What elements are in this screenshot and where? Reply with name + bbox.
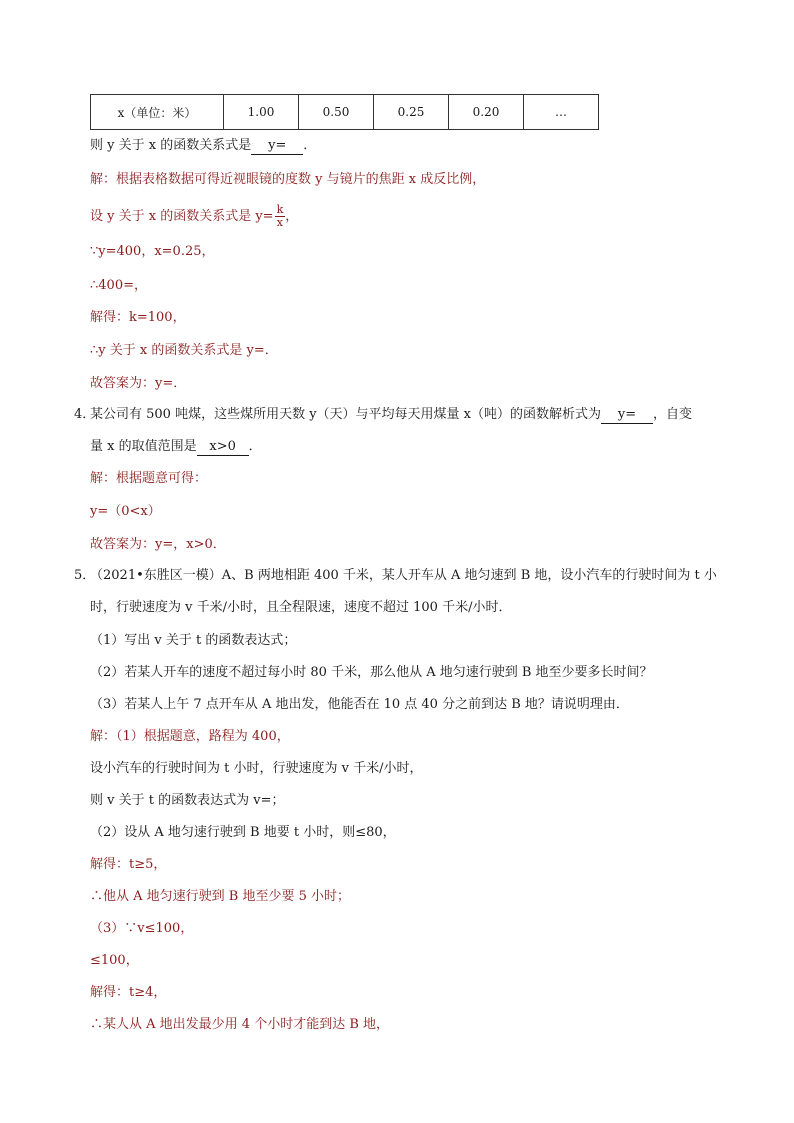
q3-solution-line (90, 204, 298, 229)
question-number: 4． (74, 407, 96, 422)
q3-answer-blank: y= (251, 138, 303, 155)
q5-subquestion: （3）若某人上午 7 点开车从 A 地出发，他能否在 10 点 40 分之前到达 B 地？请说明理由． (90, 697, 629, 712)
q3-solution-line: ∴400=， (90, 278, 147, 293)
q5-solution-line: 设小汽车的行驶时间为 t 小时，行驶速度为 v 千米/小时， (90, 761, 423, 776)
q5-solution-line: （3）∵v≤100， (90, 921, 194, 936)
fraction-numerator: k (276, 203, 284, 216)
fraction-denominator: x (276, 216, 284, 229)
question-number: 5． (74, 568, 96, 583)
table-row (91, 95, 599, 130)
q4-line (90, 405, 692, 425)
q5-subquestion: （1）写出 v 关于 t 的函数表达式； (90, 633, 297, 648)
q5-solution-line: 解：（1）根据题意，路程为 400， (90, 729, 290, 744)
q3-solution-line: 解：根据表格数据可得近视眼镜的度数 y 与镜片的焦距 x 成反比例， (90, 172, 486, 187)
q3-prompt-text: 则 y 关于 x 的函数关系式是 (90, 138, 252, 153)
q3-prompt-end: ． (303, 138, 317, 153)
q5-line: 时，行驶速度为 v 千米/小时，且全程限速，速度不超过 100 千米/小时． (90, 600, 512, 615)
q4-text: 某公司有 500 吨煤，这些煤所用天数 y（天）与平均每天用煤量 x（吨）的函数解析式为 (90, 407, 602, 422)
q4-solution-line: 故答案为：y=，x>0． (90, 537, 226, 552)
q5-solution-line: 则 v 关于 t 的函数表达式为 v=； (90, 793, 285, 808)
q4-text: ，自变 (653, 407, 693, 422)
q3-solution-line: 故答案为：y=． (90, 376, 187, 391)
q3-solution-text: ， (285, 209, 299, 224)
table-cell: … (524, 95, 599, 130)
q5-solution-line: 解得：t≥5， (90, 857, 167, 872)
q3-solution-line: ∵y=400，x=0.25， (90, 244, 215, 259)
q4-text: 量 x 的取值范围是 (90, 439, 197, 454)
q3-solution-text: 设 y 关于 x 的函数关系式是 y= (90, 209, 274, 224)
q4-solution-line: 解：根据题意可得： (90, 471, 208, 486)
q5-subquestion: （2）若某人开车的速度不超过每小时 80 千米，那么他从 A 地匀速行驶到 B 地至少要多长时间？ (90, 665, 653, 680)
q3-solution-line: 解得：k=100， (90, 310, 186, 325)
q4-text: ． (248, 439, 262, 454)
table-cell: 1.00 (224, 95, 299, 130)
q3-solution-line: ∴y 关于 x 的函数关系式是 y=． (90, 343, 278, 358)
table-cell: 0.25 (374, 95, 449, 130)
q5-solution-line: ∴某人从 A 地出发最少用 4 个小时才能到达 B 地， (90, 1017, 390, 1032)
q4-answer-blank: y= (601, 407, 653, 424)
q4-answer-blank: x>0 (197, 439, 249, 456)
data-table (90, 94, 599, 130)
q5-line: （2021•东胜区一模）A、B 两地相距 400 千米，某人开车从 A 地匀速到 B 地，设小汽车的行驶时间为 t 小 (90, 568, 717, 583)
q5-solution-line: 解得：t≥4， (90, 985, 167, 1000)
q4-line (90, 437, 262, 457)
fraction (275, 204, 286, 229)
table-cell: x（单位：米） (91, 95, 224, 130)
table-cell: 0.50 (299, 95, 374, 130)
q4-solution-line: y=（0<x） (90, 504, 161, 519)
table-cell: 0.20 (449, 95, 524, 130)
q5-solution-line: （2）设从 A 地匀速行驶到 B 地要 t 小时，则≤80， (90, 825, 396, 840)
q5-solution-line: ∴他从 A 地匀速行驶到 B 地至少要 5 小时； (90, 889, 351, 904)
q3-prompt (90, 136, 316, 156)
q5-solution-line: ≤100， (90, 953, 139, 968)
